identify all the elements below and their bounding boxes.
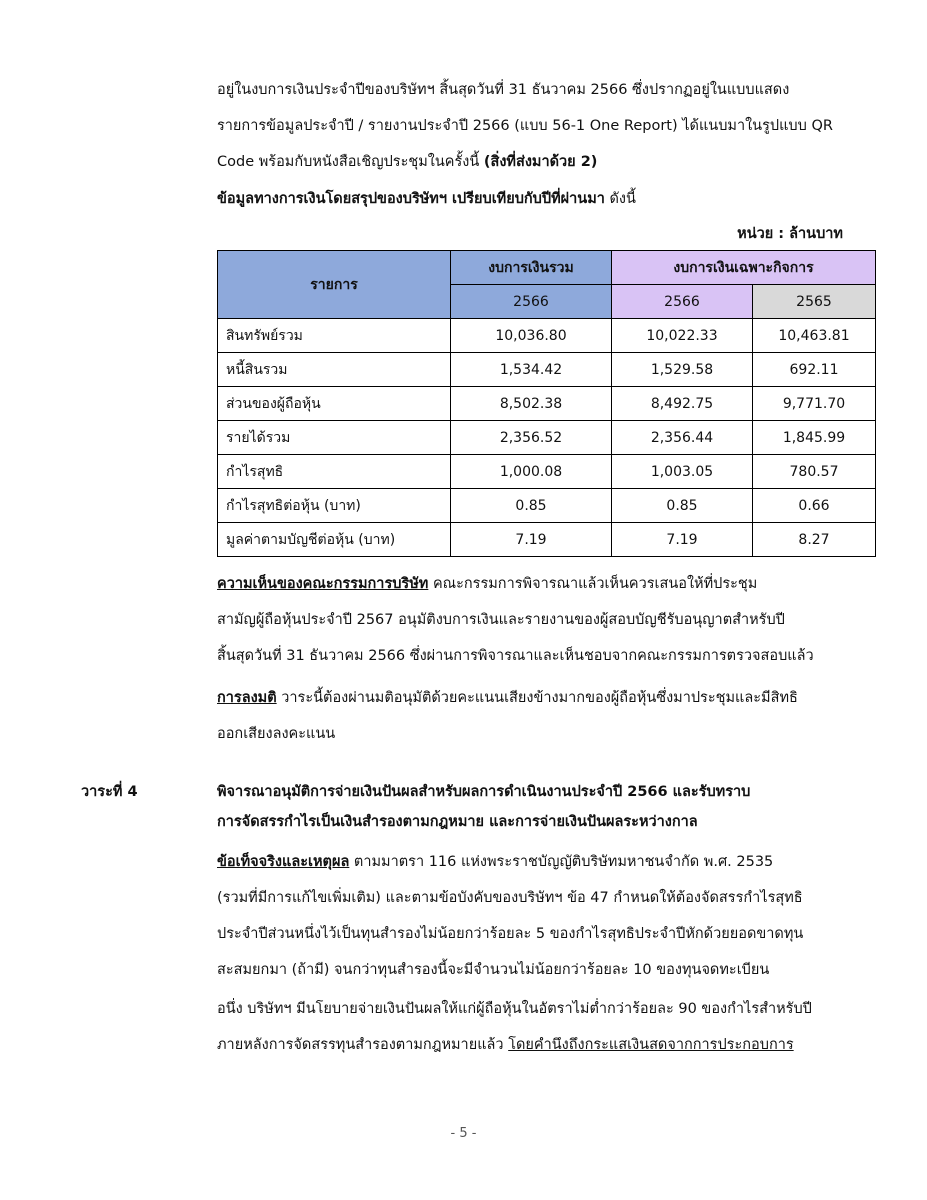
cell-separate-previous: 1,845.99 bbox=[753, 421, 876, 455]
cell-separate-previous: 780.57 bbox=[753, 455, 876, 489]
table-row bbox=[218, 421, 876, 455]
row-label: หนี้สินรวม bbox=[218, 353, 451, 387]
facts-label: ข้อเท็จจริงและเหตุผล bbox=[217, 854, 350, 870]
cell-separate-current: 1,529.58 bbox=[612, 353, 753, 387]
row-label: ส่วนของผู้ถือหุ้น bbox=[218, 387, 451, 421]
page-number: - 5 - bbox=[450, 1126, 477, 1141]
table-row bbox=[218, 319, 876, 353]
row-label: สินทรัพย์รวม bbox=[218, 319, 451, 353]
table-header-row-1 bbox=[218, 251, 876, 285]
cell-consolidated: 7.19 bbox=[451, 523, 612, 557]
year-separate-2566: 2566 bbox=[612, 285, 753, 319]
resolution-text: วาระนี้ต้องผ่านมติอนุมัติด้วยคะแนนเสียงข้างมากของผู้ถือหุ้นซึ่งมาประชุมและมีสิทธิ bbox=[276, 690, 798, 706]
policy-line-2-text: ภายหลังการจัดสรรทุนสำรองตามกฎหมายแล้ว bbox=[217, 1037, 509, 1053]
policy-line-1: อนึ่ง บริษัทฯ มีนโยบายจ่ายเงินปันผลให้แก่ผู้ถือหุ้นในอัตราไม่ต่ำกว่าร้อยละ 90 ของกำไรสำหรับปี bbox=[217, 1001, 812, 1017]
cell-separate-current: 2,356.44 bbox=[612, 421, 753, 455]
separate-header: งบการเงินเฉพาะกิจการ bbox=[612, 251, 876, 285]
cell-separate-current: 1,003.05 bbox=[612, 455, 753, 489]
resolution-line-2: ออกเสียงลงคะแนน bbox=[217, 726, 336, 742]
summary-heading-rest: ดังนี้ bbox=[604, 191, 636, 207]
summary-heading bbox=[217, 189, 636, 209]
agenda-title-line-2: การจัดสรรกำไรเป็นเงินสำรองตามกฎหมาย และการจ่ายเงินปันผลระหว่างกาล bbox=[217, 814, 698, 830]
cell-separate-previous: 9,771.70 bbox=[753, 387, 876, 421]
attachment-reference: (สิ่งที่ส่งมาด้วย 2) bbox=[483, 154, 598, 170]
resolution-label: การลงมติ bbox=[217, 690, 277, 706]
item-column-header: รายการ bbox=[218, 251, 451, 319]
financial-summary-table bbox=[217, 250, 876, 557]
intro-line-3-text: Code พร้อมกับหนังสือเชิญประชุมในครั้งนี้ bbox=[217, 154, 484, 170]
cell-separate-current: 10,022.33 bbox=[612, 319, 753, 353]
cell-separate-previous: 692.11 bbox=[753, 353, 876, 387]
table-row bbox=[218, 523, 876, 557]
cell-consolidated: 1,000.08 bbox=[451, 455, 612, 489]
cell-consolidated: 1,534.42 bbox=[451, 353, 612, 387]
cell-separate-current: 8,492.75 bbox=[612, 387, 753, 421]
row-label: มูลค่าตามบัญชีต่อหุ้น (บาท) bbox=[218, 523, 451, 557]
board-opinion-line-2: สามัญผู้ถือหุ้นประจำปี 2567 อนุมัติงบการเงินและรายงานของผู้สอบบัญชีรับอนุญาตสำหรับปี bbox=[217, 612, 785, 628]
row-label: กำไรสุทธิ bbox=[218, 455, 451, 489]
cell-separate-current: 7.19 bbox=[612, 523, 753, 557]
year-separate-2565: 2565 bbox=[753, 285, 876, 319]
cell-separate-current: 0.85 bbox=[612, 489, 753, 523]
board-opinion-label: ความเห็นของคณะกรรมการบริษัท bbox=[217, 576, 429, 592]
board-opinion-text: คณะกรรมการพิจารณาแล้วเห็นควรเสนอให้ที่ประชุม bbox=[428, 576, 758, 592]
resolution-line-1 bbox=[217, 688, 798, 708]
row-label: รายได้รวม bbox=[218, 421, 451, 455]
table-row bbox=[218, 455, 876, 489]
policy-line-2 bbox=[217, 1035, 794, 1055]
facts-line-1 bbox=[217, 852, 773, 872]
agenda-number: วาระที่ 4 bbox=[81, 784, 138, 800]
cell-consolidated: 8,502.38 bbox=[451, 387, 612, 421]
cell-separate-previous: 8.27 bbox=[753, 523, 876, 557]
cell-consolidated: 10,036.80 bbox=[451, 319, 612, 353]
table-row bbox=[218, 387, 876, 421]
agenda-title-line-1: พิจารณาอนุมัติการจ่ายเงินปันผลสำหรับผลการดำเนินงานประจำปี 2566 และรับทราบ bbox=[217, 784, 751, 800]
policy-underlined-text: โดยคำนึงถึงกระแสเงินสดจากการประกอบการ bbox=[508, 1037, 794, 1053]
intro-line-1: อยู่ในงบการเงินประจำปีของบริษัทฯ สิ้นสุดวันที่ 31 ธันวาคม 2566 ซึ่งปรากฏอยู่ในแบบแสดง bbox=[217, 82, 790, 98]
facts-line-3: ประจำปีส่วนหนึ่งไว้เป็นทุนสำรองไม่น้อยกว่าร้อยละ 5 ของกำไรสุทธิประจำปีหักด้วยยอดขาดทุน bbox=[217, 926, 804, 942]
board-opinion-line-1 bbox=[217, 574, 757, 594]
facts-line-4: สะสมยกมา (ถ้ามี) จนกว่าทุนสำรองนี้จะมีจำนวนไม่น้อยกว่าร้อยละ 10 ของทุนจดทะเบียน bbox=[217, 962, 770, 978]
summary-heading-bold: ข้อมูลทางการเงินโดยสรุปของบริษัทฯ เปรียบเทียบกับปีที่ผ่านมา bbox=[217, 191, 605, 207]
facts-text: ตามมาตรา 116 แห่งพระราชบัญญัติบริษัทมหาชนจำกัด พ.ศ. 2535 bbox=[349, 854, 774, 870]
intro-line-2: รายการข้อมูลประจำปี / รายงานประจำปี 2566 (แบบ 56-1 One Report) ได้แนบมาในรูปแบบ QR bbox=[217, 118, 833, 134]
row-label: กำไรสุทธิต่อหุ้น (บาท) bbox=[218, 489, 451, 523]
unit-label: หน่วย : ล้านบาท bbox=[737, 226, 843, 242]
table-row bbox=[218, 353, 876, 387]
cell-consolidated: 2,356.52 bbox=[451, 421, 612, 455]
intro-line-3 bbox=[217, 152, 597, 172]
table-row bbox=[218, 489, 876, 523]
consolidated-header: งบการเงินรวม bbox=[451, 251, 612, 285]
cell-separate-previous: 10,463.81 bbox=[753, 319, 876, 353]
year-consolidated-2566: 2566 bbox=[451, 285, 612, 319]
cell-separate-previous: 0.66 bbox=[753, 489, 876, 523]
facts-line-2: (รวมที่มีการแก้ไขเพิ่มเติม) และตามข้อบังคับของบริษัทฯ ข้อ 47 กำหนดให้ต้องจัดสรรกำไรสุทธิ bbox=[217, 890, 803, 906]
cell-consolidated: 0.85 bbox=[451, 489, 612, 523]
board-opinion-line-3: สิ้นสุดวันที่ 31 ธันวาคม 2566 ซึ่งผ่านการพิจารณาและเห็นชอบจากคณะกรรมการตรวจสอบแล้ว bbox=[217, 648, 814, 664]
